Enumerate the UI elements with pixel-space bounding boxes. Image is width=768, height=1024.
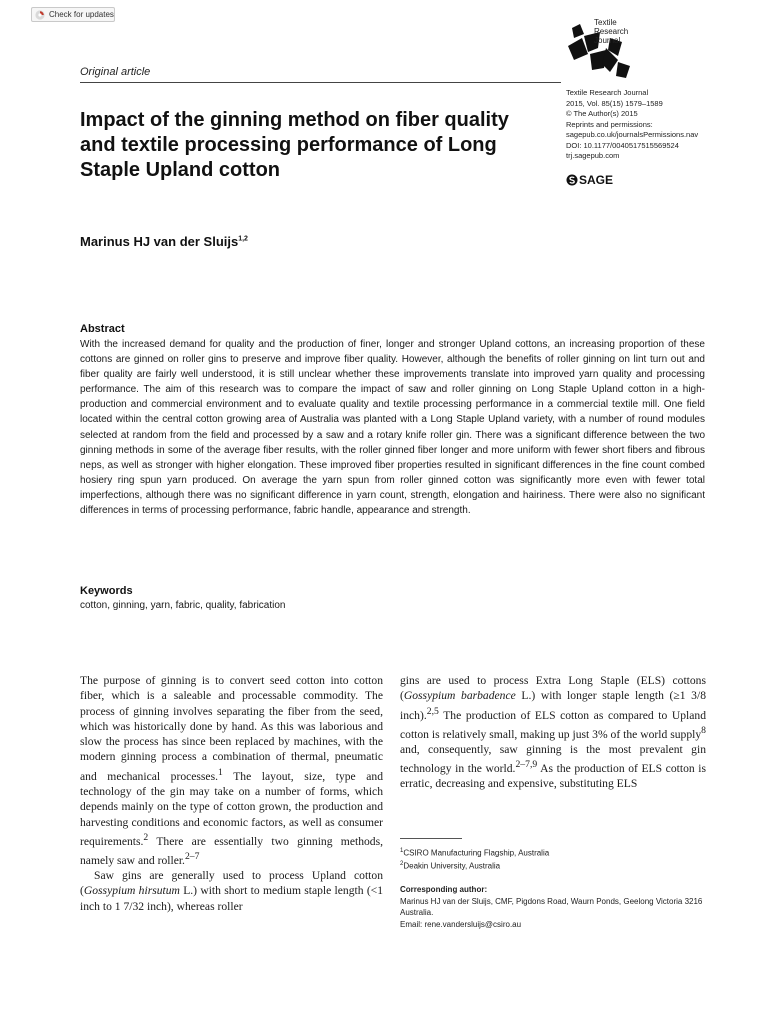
citation[interactable]: 2–7,9 bbox=[515, 759, 538, 771]
keywords-text: cotton, ginning, yarn, fabric, quality, fabrication bbox=[80, 600, 286, 611]
logo-line: Journal bbox=[594, 36, 621, 45]
body-text: The layout, size, type and technology of the gin may take on a number of forms, which depends mainly on the type of cotton grown, the production and harvesting conditions and economic factors, as well as consumer requirements. bbox=[80, 769, 383, 848]
affiliation-2 bbox=[400, 859, 710, 872]
body-text: The production of ELS cotton as compared to Upland cotton is relatively small, making up just 3% of the world supply bbox=[400, 708, 706, 741]
body-paragraph bbox=[80, 673, 383, 868]
journal-name: Textile Research Journal bbox=[566, 88, 649, 97]
corresponding-author bbox=[400, 884, 710, 930]
check-for-updates-label: Check for updates bbox=[49, 10, 114, 19]
abstract-text: With the increased demand for quality and the production of finer, longer and stronger Upland cottons, an increasing proportion of these cottons are ginned on roller gins to preserve and improve fiber quality. However, although the benefits of roller ginning on lint turn out and fiber quality are fairly well understood, it is still unclear whether these improvements translate into improved yarn quality and processing performance. The aim of this research was to compare the impact of saw and roller ginning on Long Staple Upland cotton in a high-production and commercial environment and to evaluate quality and textile processing performance in a commercial textile mill. One field located within the central cotton growing area of Australia was planted with a Long Staple Upland variety, with a number of round modules selected at random from the field and processed by a saw and a rotary knife roller gin. There was a significant difference between the two ginning methods in some of the average fiber results, with the roller ginned fiber longer and more uniform with fewer short fibers and fibrous neps, as well as stronger with higher elongation. These improved fiber properties resulted in significant differences in the fine count combed hosiery ring spun yarn produced. On average the yarn spun from roller ginned cotton was significantly more even with fewer total imperfections, although there was no significant difference in yarn count, strength, elongation and hairiness. There were also no significant differences in terms of processing performance, fabric handle, appearance and strength. bbox=[80, 339, 705, 517]
affiliation-1 bbox=[400, 846, 710, 859]
journal-logo-wordmark bbox=[594, 18, 628, 45]
publisher-name: SAGE bbox=[579, 173, 614, 187]
affiliation-text: Deakin University, Australia bbox=[403, 861, 501, 871]
body-paragraph bbox=[400, 673, 706, 792]
article-type: Original article bbox=[80, 66, 151, 78]
citation[interactable]: 2,5 bbox=[426, 705, 439, 717]
body-text: L.) with short to medium staple length (<1 inch to 1 7/32 inch), whereas roller bbox=[80, 884, 384, 913]
journal-volume: 2015, Vol. 85(15) 1579–1589 bbox=[566, 98, 663, 108]
reprints-label: Reprints and permissions: bbox=[566, 119, 653, 129]
sage-circle-icon bbox=[566, 174, 578, 186]
body-text: gins are used to process Extra Long Staple (ELS) cottons ( bbox=[400, 674, 706, 703]
body-column-left bbox=[80, 673, 383, 914]
body-text: There are essentially two ginning methods, namely saw and roller. bbox=[80, 834, 383, 867]
corresponding-heading: Corresponding author: bbox=[400, 885, 488, 894]
permissions-link[interactable]: sagepub.co.uk/journalsPermissions.nav bbox=[566, 130, 699, 139]
header-rule bbox=[80, 82, 561, 83]
doi-link[interactable]: DOI: 10.1177/0040517515569524 bbox=[566, 140, 679, 150]
copyright-line: © The Author(s) 2015 bbox=[566, 109, 638, 118]
body-text: L.) with longer staple length (≥1 3/8 inch). bbox=[400, 689, 706, 722]
citation[interactable]: 2–7 bbox=[184, 850, 200, 862]
check-for-updates-button[interactable] bbox=[31, 7, 115, 22]
author-name: Marinus HJ van der Sluijs bbox=[80, 234, 239, 249]
affiliation-text: CSIRO Manufacturing Flagship, Australia bbox=[403, 848, 550, 858]
citation[interactable]: 2 bbox=[143, 831, 149, 843]
author-line bbox=[80, 234, 248, 249]
body-text: and, consequently, saw ginning is the most prevalent gin technology in the world. bbox=[400, 742, 706, 776]
corresponding-address: Marinus HJ van der Sluijs, CMF, Pigdons Road, Waurn Ponds, Geelong Victoria 3216 Australia. bbox=[400, 896, 703, 917]
logo-line: Research bbox=[594, 27, 629, 36]
body-text: As the production of ELS cotton is erratic, decreasing and expensive, substituting ELS bbox=[400, 762, 706, 791]
corresponding-email[interactable]: Email: rene.vandersluijs@csiro.au bbox=[400, 919, 522, 929]
update-badge-icon bbox=[35, 10, 45, 20]
author-affiliation-marks: 1,2 bbox=[238, 235, 248, 243]
journal-website-link[interactable]: trj.sagepub.com bbox=[566, 151, 620, 160]
abstract-heading: Abstract bbox=[80, 323, 125, 335]
body-text: The purpose of ginning is to convert seed cotton into cotton fiber, which is a saleable and processable commodity. The process of ginning involves separating the fiber from the seed, which was historically done by hand. As this was laborious and slow the process has since been replaced by machines, with the modern ginning process a combination of thermal, pneumatic and mechanical processes. bbox=[80, 674, 383, 783]
citation[interactable]: 1 bbox=[218, 766, 223, 778]
keywords-heading: Keywords bbox=[80, 585, 133, 597]
species-name: Gossypium hirsutum bbox=[83, 884, 180, 898]
citation[interactable]: 8 bbox=[701, 724, 706, 736]
species-name: Gossypium barbadence bbox=[403, 689, 516, 703]
journal-info bbox=[566, 88, 756, 162]
body-text: Saw gins are generally used to process Upland cotton ( bbox=[80, 869, 383, 898]
publisher-logo bbox=[566, 173, 613, 187]
affiliations bbox=[400, 846, 710, 872]
body-paragraph bbox=[80, 868, 383, 914]
affiliation-mark: 1 bbox=[400, 848, 404, 854]
body-column-right bbox=[400, 673, 706, 792]
footnote-rule bbox=[400, 838, 462, 839]
logo-line: Textile bbox=[594, 18, 617, 27]
article-title: Impact of the ginning method on fiber quality and textile processing performance of Long Staple Upland cotton bbox=[80, 109, 509, 181]
affiliation-mark: 2 bbox=[400, 861, 404, 868]
